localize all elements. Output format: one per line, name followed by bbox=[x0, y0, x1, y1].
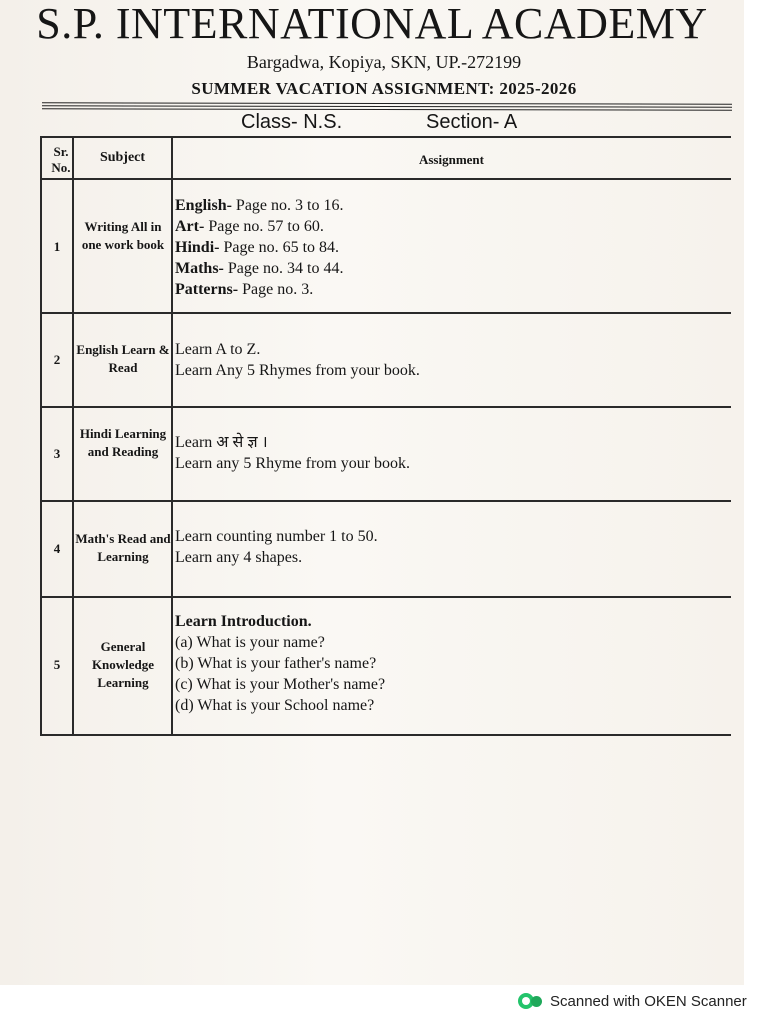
section-label: Section- A bbox=[426, 111, 518, 133]
assignment-line: (a) What is your name? bbox=[175, 634, 325, 651]
row-sr-no: 2 bbox=[53, 352, 61, 367]
table-border bbox=[40, 136, 731, 138]
row-sr-no: 4 bbox=[53, 541, 61, 556]
assignment-line: Learn अ से ज्ञ । bbox=[175, 434, 268, 451]
assignment-line: (b) What is your father's name? bbox=[175, 655, 377, 672]
row-assignment bbox=[175, 611, 725, 716]
oken-scanner-logo-icon bbox=[518, 993, 542, 1009]
table-border bbox=[40, 178, 731, 180]
row-sr-no: 5 bbox=[53, 657, 61, 672]
table-border bbox=[40, 406, 731, 408]
row-subject: English Learn & Read bbox=[76, 342, 170, 375]
assignment-line: English- Page no. 3 to 16. bbox=[175, 197, 344, 214]
table-border bbox=[40, 312, 731, 314]
header-rule bbox=[42, 108, 732, 110]
row-assignment bbox=[175, 432, 725, 474]
assignment-line: Art- Page no. 57 to 60. bbox=[175, 218, 324, 235]
row-subject: Hindi Learning and Reading bbox=[79, 426, 167, 459]
assignment-line: Learn counting number 1 to 50. bbox=[175, 528, 378, 545]
row-assignment bbox=[175, 526, 725, 568]
assignment-line: Learn A to Z. bbox=[175, 341, 261, 358]
scanner-text: Scanned with OKEN Scanner bbox=[550, 992, 747, 1010]
school-name: S.P. INTERNATIONAL ACADEMY bbox=[36, 0, 708, 48]
scanner-watermark bbox=[518, 991, 768, 1011]
assignment-line: Patterns- Page no. 3. bbox=[175, 281, 314, 298]
row-subject: Math's Read and Learning bbox=[75, 531, 171, 564]
class-label: Class- N.S. bbox=[241, 111, 343, 133]
assignment-table bbox=[40, 136, 731, 736]
header-rule bbox=[42, 105, 732, 107]
assignment-line: Hindi- Page no. 65 to 84. bbox=[175, 239, 340, 256]
row-sr-no: 3 bbox=[53, 446, 61, 461]
table-border bbox=[40, 500, 731, 502]
row-assignment bbox=[175, 195, 725, 300]
table-border bbox=[40, 596, 731, 598]
assignment-title: SUMMER VACATION ASSIGNMENT: 2025-2026 bbox=[191, 79, 577, 98]
row-subject: General Knowledge Learning bbox=[91, 639, 155, 690]
header-assignment: Assignment bbox=[418, 152, 484, 167]
header-sr-no: Sr. No. bbox=[51, 144, 71, 175]
table-border bbox=[40, 136, 42, 736]
assignment-line: Learn Any 5 Rhymes from your book. bbox=[175, 362, 420, 379]
row-subject: Writing All in one work book bbox=[81, 219, 165, 252]
header-subject: Subject bbox=[99, 150, 146, 165]
header-rule bbox=[42, 102, 732, 104]
table-border bbox=[40, 734, 731, 736]
assignment-line: Learn any 4 shapes. bbox=[175, 549, 303, 566]
assignment-line: Learn Introduction. bbox=[175, 613, 312, 630]
school-address: Bargadwa, Kopiya, SKN, UP.-272199 bbox=[246, 52, 522, 72]
assignment-line: Maths- Page no. 34 to 44. bbox=[175, 260, 344, 277]
assignment-line: (c) What is your Mother's name? bbox=[175, 676, 386, 693]
row-assignment bbox=[175, 339, 725, 381]
assignment-line: Learn any 5 Rhyme from your book. bbox=[175, 455, 411, 472]
row-sr-no: 1 bbox=[53, 239, 61, 254]
assignment-line: (d) What is your School name? bbox=[175, 697, 375, 714]
